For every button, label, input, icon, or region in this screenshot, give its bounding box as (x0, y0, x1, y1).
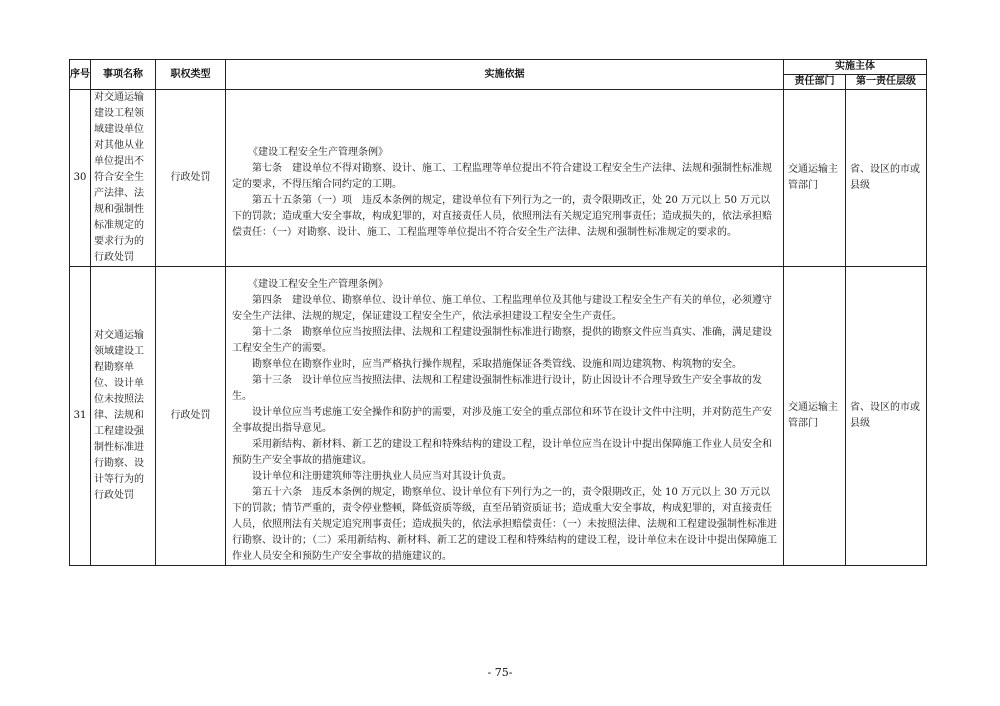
basis-paragraph: 第十三条 设计单位应当按照法律、法规和工程建设强制性标准进行设计，防止因设计不合理导致生产安全事故的发生。 (232, 375, 762, 402)
header-power-type: 职权类型 (156, 60, 226, 90)
basis-paragraph: 第七条 建设单位不得对勘察、设计、施工、工程监理等单位提出不符合建设工程安全生产法律、法规和强制性标准规定的要求，不得压缩合同约定的工期。 (232, 163, 772, 190)
table-row (70, 267, 927, 566)
header-level: 第一责任层级 (846, 75, 927, 90)
basis-paragraph: 第四条 建设单位、勘察单位、设计单位、施工单位、工程监理单位及其他与建设工程安全生产有关的单位，必须遵守安全生产法律、法规的规定，保证建设工程安全生产，依法承担建设工程安全生产责任。 (232, 295, 772, 322)
basis-paragraph: 第五十六条 违反本条例的规定，勘察单位、设计单位有下列行为之一的，责令限期改正，处 10 万元以上 30 万元以下的罚款；情节严重的，责令停业整顿，降低资质等级，直至吊销资质证书；造成重大安全事故，构成犯罪的，对直接责任人员，依照刑法有关规定追究刑事责任；造成损失的，依法承担赔偿责任：（一）未按照法律、法规和工程建设强制性标准进行勘察、设计的；（二）采用新结构、新材料、新工艺的建设工程和特殊结构的建设工程，设计单位未在设计中提出保障施工作业人员安全和预防生产安全事故的措施建议的。 (232, 487, 777, 562)
row-power-type: 行政处罚 (156, 267, 226, 566)
header-row-1 (70, 60, 927, 75)
header-dept: 责任部门 (784, 75, 846, 90)
basis-paragraph: 设计单位应当考虑施工安全操作和防护的需要，对涉及施工安全的重点部位和环节在设计文件中注明，并对防范生产安全事故提出指导意见。 (232, 407, 772, 434)
page-number: - 75- (487, 666, 513, 679)
basis-paragraph: 《建设工程安全生产管理条例》 (248, 147, 388, 158)
row-seq: 31 (70, 267, 91, 566)
header-seq: 序号 (70, 60, 91, 90)
row-basis (226, 90, 784, 267)
basis-paragraph: 设计单位和注册建筑师等注册执业人员应当对其设计负责。 (252, 471, 512, 482)
basis-paragraph: 《建设工程安全生产管理条例》 (248, 279, 388, 290)
basis-paragraph: 第五十五条第（一）项 违反本条例的规定，建设单位有下列行为之一的，责令限期改正，处 20 万元以上 50 万元以下的罚款；造成重大安全事故，构成犯罪的，对直接责任人员，依照刑法有关规定追究刑事责任；造成损失的，依法承担赔偿责任：（一）对勘察、设计、施工、工程监理等单位提出不符合安全生产法律、法规和强制性标准规定的要求的。 (232, 195, 772, 238)
row-item-name: 对交通运输领域建设工程勘察单位、设计单位未按照法律、法规和工程建设强制性标准进行勘察、设计等行为的行政处罚 (91, 267, 156, 566)
row-level: 省、设区的市或县级 (846, 90, 927, 267)
row-dept: 交通运输主管部门 (784, 267, 846, 566)
row-item-name: 对交通运输建设工程领域建设单位对其他从业单位提出不符合安全生产法律、法规和强制性标准规定的要求行为的行政处罚 (91, 90, 156, 267)
table-row (70, 90, 927, 267)
basis-paragraph: 勘察单位在勘察作业时，应当严格执行操作规程，采取措施保证各类管线、设施和周边建筑物、构筑物的安全。 (252, 359, 742, 370)
row-seq: 30 (70, 90, 91, 267)
row-level: 省、设区的市或县级 (846, 267, 927, 566)
row-dept: 交通运输主管部门 (784, 90, 846, 267)
row-power-type: 行政处罚 (156, 90, 226, 267)
header-subject: 实施主体 (784, 60, 927, 75)
header-basis: 实施依据 (226, 60, 784, 90)
row-basis (226, 267, 784, 566)
basis-paragraph: 采用新结构、新材料、新工艺的建设工程和特殊结构的建设工程，设计单位应当在设计中提出保障施工作业人员安全和预防生产安全事故的措施建议。 (232, 439, 772, 466)
enforcement-table (69, 59, 927, 566)
basis-paragraph: 第十二条 勘察单位应当按照法律、法规和工程建设强制性标准进行勘察，提供的勘察文件应当真实、准确，满足建设工程安全生产的需要。 (232, 327, 772, 354)
header-name: 事项名称 (91, 60, 156, 90)
